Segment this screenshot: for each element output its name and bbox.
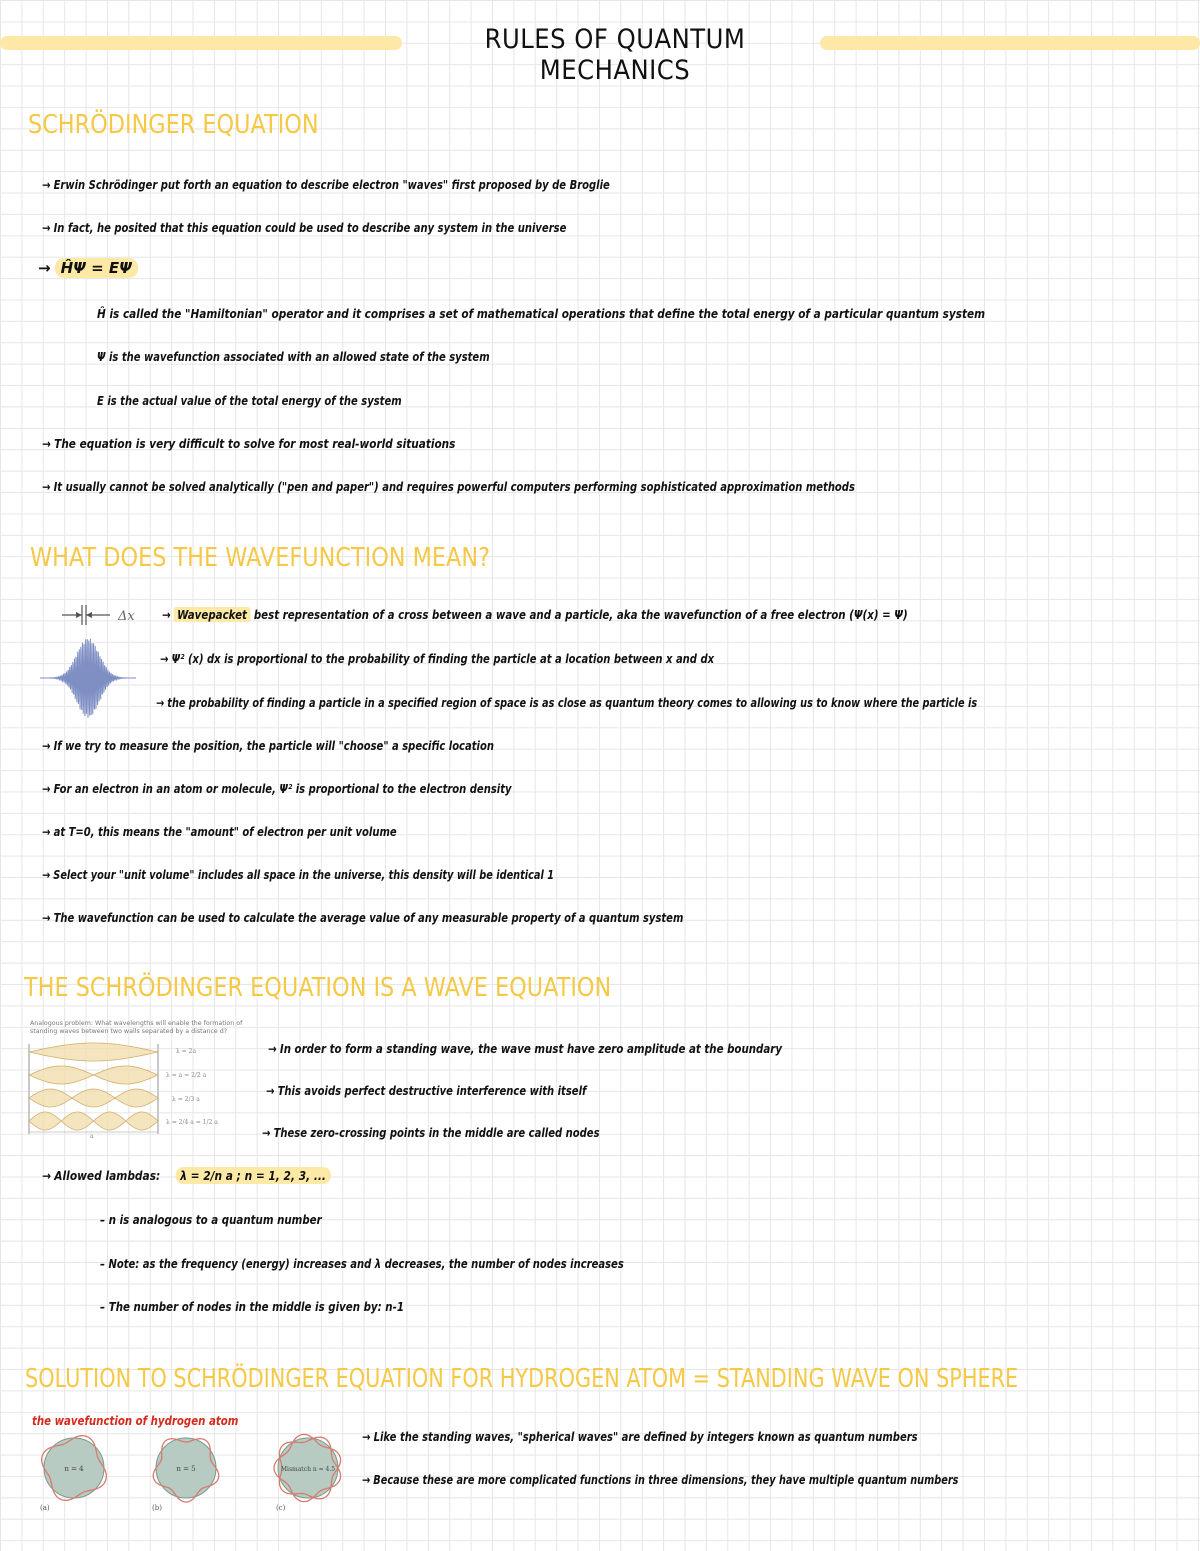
standing-wave-figure: [26, 1020, 256, 1138]
standing-wave-mode: [29, 1112, 158, 1130]
bullet: → Like the standing waves, "spherical waves" are defined by integers known as quantum numbers: [362, 1429, 918, 1444]
standing-wave-mode: [29, 1066, 158, 1084]
distance-label: a: [90, 1133, 94, 1138]
circle-tag: (a): [40, 1504, 50, 1512]
bullet: → These zero-crossing points in the middle are called nodes: [262, 1125, 600, 1140]
bullet: → Ψ² (x) dx is proportional to the probability of finding the particle at a location between x and dx: [160, 651, 715, 666]
title-bar-left: [0, 36, 402, 50]
bullet: → If we try to measure the position, the particle will "choose" a specific location: [42, 738, 494, 753]
bullet: → For an electron in an atom or molecule, Ψ² is proportional to the electron density: [42, 781, 512, 796]
wavepacket-term: Wavepacket: [174, 607, 250, 622]
bullet-wavepacket: → Wavepacket best representation of a cross between a wave and a particle, aka the wavefunction of a free electron (Ψ(x) = Ψ): [162, 607, 908, 622]
bullet: → at T=0, this means the "amount" of electron per unit volume: [42, 824, 397, 839]
standing-wave-mode: [29, 1043, 158, 1061]
bullet: → the probability of finding a particle in a specified region of space is as close as quantum theory comes to allowing us to know where the particle is: [156, 695, 978, 710]
circle-tag: (c): [276, 1504, 286, 1512]
sub-bullet: Ψ is the wavefunction associated with an allowed state of the system: [97, 349, 490, 364]
delta-x-label: Δx: [118, 609, 135, 624]
title-bar-right: [820, 36, 1200, 50]
circle-tag: (b): [152, 1504, 162, 1512]
circle-label: n = 5: [176, 1465, 196, 1473]
lambda-label-1: λ = 2a: [176, 1048, 197, 1055]
sub-bullet: E is the actual value of the total energy of the system: [97, 393, 402, 408]
section-heading-schrodinger-equation: SCHRÖDINGER EQUATION: [28, 110, 319, 140]
bullet: → In fact, he posited that this equation could be used to describe any system in the universe: [42, 220, 567, 235]
lambda-label-3: λ = 2/3 a: [172, 1096, 200, 1103]
page-title: RULES OF QUANTUM MECHANICS: [484, 24, 746, 86]
sub-bullet: – Note: as the frequency (energy) increases and λ decreases, the number of nodes increases: [100, 1256, 624, 1271]
circle-label: n = 4: [64, 1465, 84, 1473]
circle-label: Mismatch n = 4.5: [280, 1466, 336, 1473]
hamiltonian-equation: ĤΨ = EΨ: [55, 258, 138, 278]
bullet: → The equation is very difficult to solve for most real-world situations: [42, 436, 456, 451]
bullet: → The wavefunction can be used to calculate the average value of any measurable property of a quantum system: [42, 910, 684, 925]
allowed-prefix: Allowed lambdas:: [54, 1168, 161, 1183]
circle-n5: [152, 1438, 219, 1512]
circle-n4: [40, 1436, 106, 1512]
standing-wave-mode: [29, 1089, 158, 1107]
section-heading-hydrogen-solution: SOLUTION TO SCHRÖDINGER EQUATION FOR HYDROGEN ATOM = STANDING WAVE ON SPHERE: [25, 1364, 1019, 1394]
bullet: → Select your "unit volume" includes all space in the universe, this density will be identical 1: [42, 867, 555, 882]
circle-mismatch: [274, 1434, 341, 1512]
bullet: → Because these are more complicated functions in three dimensions, they have multiple quantum numbers: [362, 1472, 959, 1487]
figure-caption: Analogous problem: What wavelengths will enable the formation of standing waves between two walls separated by a distance d?: [30, 1020, 243, 1035]
section-heading-wavefunction-meaning: WHAT DOES THE WAVEFUNCTION MEAN?: [30, 543, 490, 573]
sub-bullet: Ĥ is called the "Hamiltonian" operator and it comprises a set of mathematical operations that define the total energy of a particular quantum system: [97, 306, 986, 321]
hydrogen-circles-figure: [30, 1428, 360, 1538]
bullet: → In order to form a standing wave, the wave must have zero amplitude at the boundary: [268, 1041, 783, 1056]
bullet: → It usually cannot be solved analytically ("pen and paper") and requires powerful computers performing sophisticated approximation methods: [42, 479, 855, 494]
allowed-formula: λ = 2/n a ; n = 1, 2, 3, ...: [175, 1167, 331, 1184]
section-heading-wave-equation: THE SCHRÖDINGER EQUATION IS A WAVE EQUATION: [24, 973, 612, 1003]
bullet-allowed-lambdas: → Allowed lambdas: λ = 2/n a ; n = 1, 2, 3, ...: [42, 1168, 331, 1183]
lambda-label-4: λ = 2/4 a = 1/2 a: [166, 1119, 218, 1126]
lambda-label-2: λ = a = 2/2 a: [166, 1072, 207, 1079]
hydrogen-wavefunction-label: the wavefunction of hydrogen atom: [32, 1414, 239, 1428]
bullet: → Erwin Schrödinger put forth an equation to describe electron "waves" first proposed by de Broglie: [42, 177, 610, 192]
wavepacket-figure: [38, 600, 148, 725]
bullet: → This avoids perfect destructive interference with itself: [266, 1083, 587, 1098]
sub-bullet: – n is analogous to a quantum number: [100, 1212, 322, 1227]
bullet-equation: → ĤΨ = EΨ: [38, 259, 138, 277]
sub-bullet: – The number of nodes in the middle is given by: n-1: [100, 1299, 404, 1314]
